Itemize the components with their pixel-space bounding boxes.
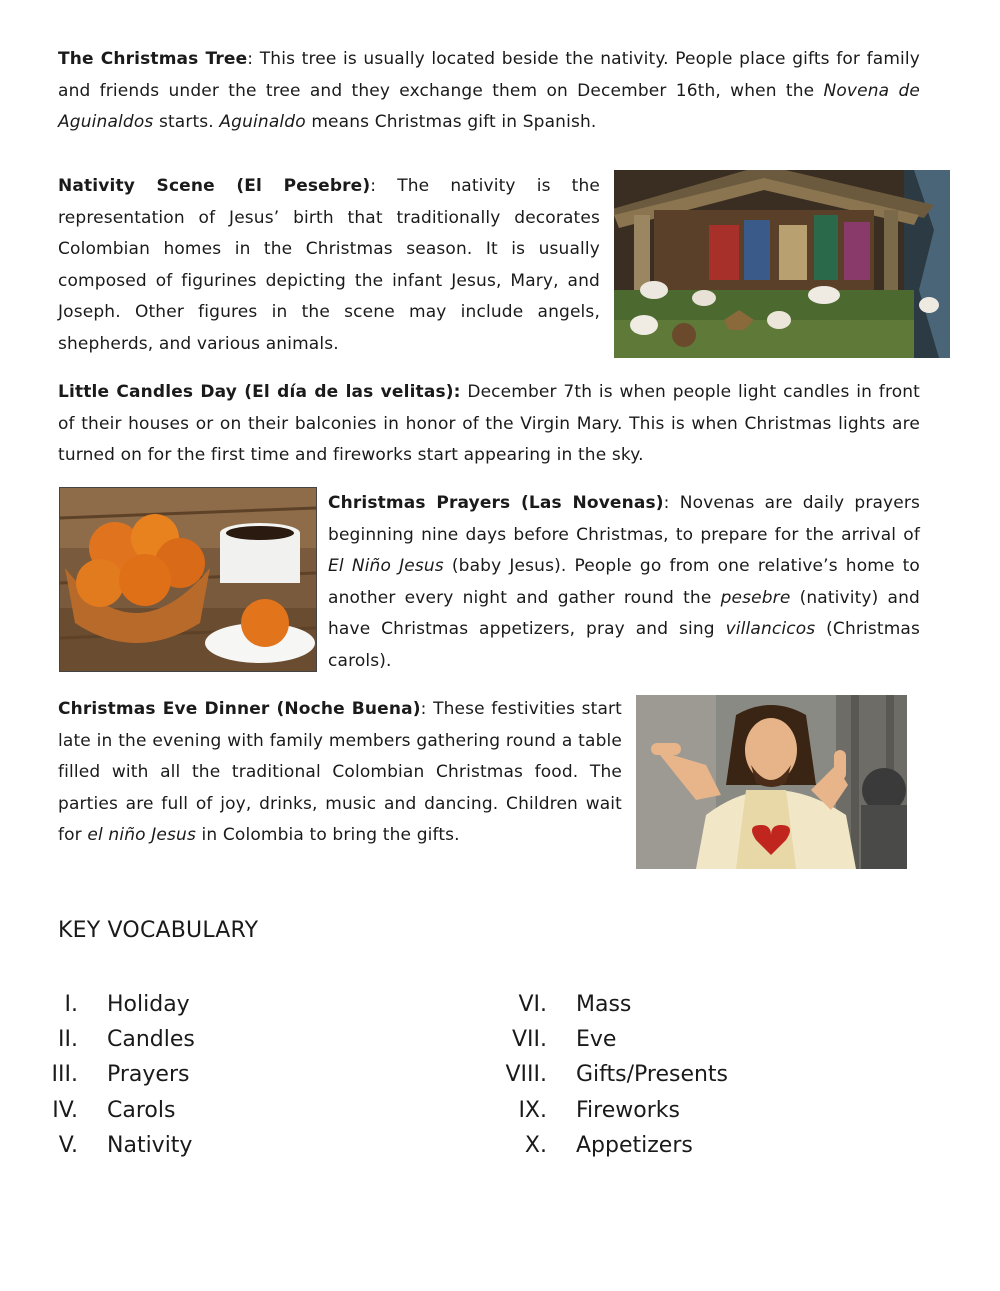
vocabulary-item — [460, 1093, 880, 1128]
paragraph-nativity: Nativity Scene (El Pesebre): The nativity is the representation of Jesus’ birth that traditionally decorates Colombian homes in the Christmas season. It is usually composed of figurines depicting the infant Jesus, Mary, and Joseph. Other figures in the scene may include angels, shepherds, and various animals. — [58, 176, 600, 354]
heading-noche-buena: Christmas Eve Dinner (Noche Buena) — [58, 699, 421, 719]
vocabulary-word: Mass — [576, 992, 632, 1017]
vocabulary-word: Fireworks — [576, 1097, 680, 1123]
vocabulary-word: Nativity — [107, 1132, 193, 1158]
vocabulary-item — [460, 1057, 880, 1092]
vocabulary-item — [460, 1128, 880, 1163]
vocabulary-list-left — [0, 987, 420, 1163]
vocabulary-word: Appetizers — [576, 1132, 693, 1158]
jesus-statue-image — [636, 695, 907, 869]
paragraph-noche-buena: Christmas Eve Dinner (Noche Buena): These festivities start late in the evening with family members gathering round a table filled with all the traditional Colombian Christmas food. The parties are full of joy, drinks, music and dancing. Children wait for el niño Jesus in Colombia to bring the gifts. — [58, 699, 622, 846]
paragraph-novenas: Christmas Prayers (Las Novenas): Novenas are daily prayers beginning nine days before Christmas, to prepare for the arrival of El Niño Jesus (baby Jesus). People go from one relative’s home to another every night and gather round the pesebre (nativity) and have Christmas appetizers, pray and sing villancicos (Christmas carols). — [328, 493, 920, 671]
vocabulary-item — [0, 1022, 420, 1057]
key-vocabulary-title: KEY VOCABULARY — [58, 918, 259, 943]
vocabulary-number: VI. — [518, 992, 547, 1017]
vocabulary-item — [0, 1128, 420, 1163]
vocabulary-number: IX. — [518, 1097, 547, 1123]
vocabulary-item — [0, 987, 420, 1022]
vocabulary-word: Eve — [576, 1027, 617, 1053]
heading-novenas: Christmas Prayers (Las Novenas) — [328, 493, 664, 513]
vocabulary-item — [0, 1093, 420, 1128]
vocabulary-word: Candles — [107, 1027, 195, 1053]
vocabulary-item — [0, 1057, 420, 1092]
vocabulary-number: X. — [524, 1132, 547, 1158]
vocabulary-number: V. — [58, 1132, 78, 1158]
heading-christmas-tree: The Christmas Tree — [58, 49, 248, 69]
nativity-scene-image — [614, 170, 950, 358]
vocabulary-word: Carols — [107, 1097, 176, 1123]
vocabulary-word: Prayers — [107, 1062, 190, 1088]
vocabulary-number: VII. — [511, 1027, 547, 1053]
bunuelos-coffee-image — [59, 487, 317, 672]
heading-nativity: Nativity Scene (El Pesebre) — [58, 176, 371, 196]
vocabulary-item — [460, 1022, 880, 1057]
vocabulary-word: Gifts/Presents — [576, 1062, 729, 1088]
vocabulary-number: III. — [51, 1062, 78, 1088]
paragraph-christmas-tree: The Christmas Tree: This tree is usually located beside the nativity. People place gifts for family and friends under the tree and they exchange them on December 16th, when the Novena de Aguinaldos starts. Aguinaldo means Christmas gift in Spanish. — [58, 49, 920, 133]
heading-candles-day: Little Candles Day (El día de las velitas): — [58, 382, 461, 402]
vocabulary-word: Holiday — [107, 992, 190, 1017]
vocabulary-number: I. — [64, 992, 78, 1017]
vocabulary-list-right — [460, 987, 880, 1163]
vocabulary-item — [460, 987, 880, 1022]
paragraph-candles-day: Little Candles Day (El día de las velitas): December 7th is when people light candles in front of their houses or on their balconies in honor of the Virgin Mary. This is when Christmas lights are turned on for the first time and fireworks start appearing in the sky. — [58, 382, 920, 466]
vocabulary-number: IV. — [52, 1097, 78, 1123]
vocabulary-number: VIII. — [505, 1062, 547, 1088]
vocabulary-number: II. — [58, 1027, 78, 1053]
